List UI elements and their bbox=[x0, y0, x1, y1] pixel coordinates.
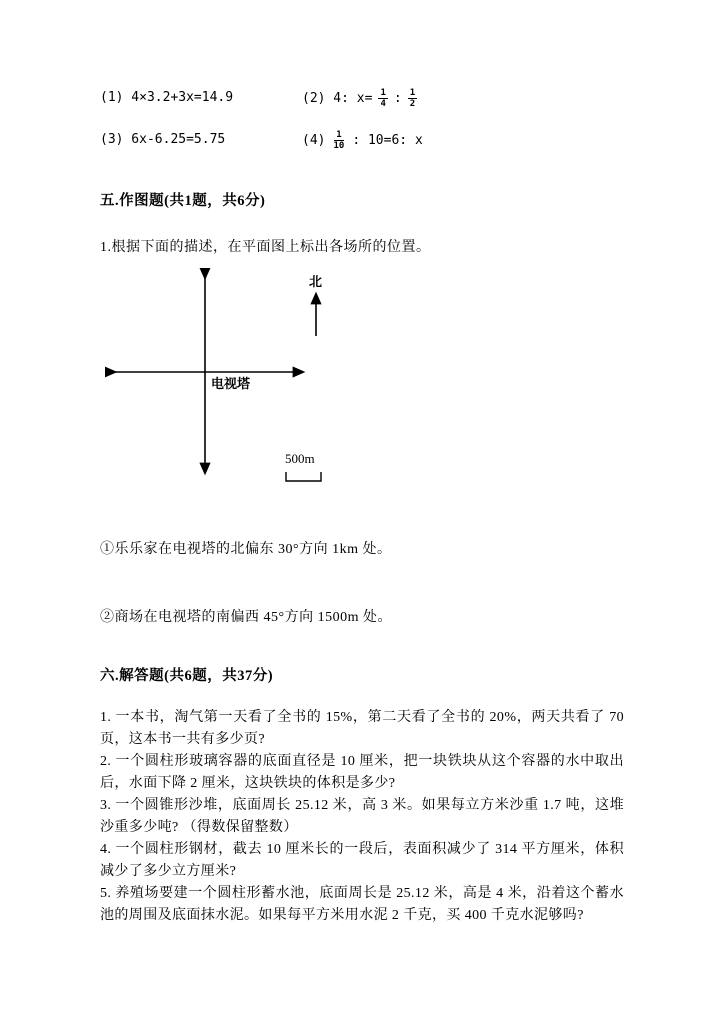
section5-note2: ②商场在电视塔的南偏西 45°方向 1500m 处。 bbox=[100, 610, 392, 626]
equation-3: (3) 6x-6.25=5.75 bbox=[100, 131, 226, 147]
equation-2 bbox=[302, 88, 624, 110]
fraction-one-half: $\frac{1}{2}$ bbox=[409, 88, 416, 110]
question-item-3: 3. 一个圆锥形沙堆，底面周长 25.12 米，高 3 米。如果每立方米沙重 1.7 吨，这堆沙重多少吨? （得数保留整数） bbox=[100, 798, 624, 836]
section6-questions bbox=[100, 707, 624, 927]
north-label: 北 bbox=[309, 274, 323, 290]
scale-label: 500m bbox=[285, 451, 315, 467]
question-item-1: 1. 一本书，淘气第一天看了全书的 15%，第二天看了全书的 20%，两天共看了 70 页，这本书一共有多少页? bbox=[100, 710, 624, 748]
equation-4-prefix: (4) bbox=[302, 132, 326, 148]
section5-note1: ①乐乐家在电视塔的北偏东 30°方向 1km 处。 bbox=[100, 542, 392, 558]
map-diagram-svg bbox=[105, 268, 365, 490]
equation-row-2 bbox=[100, 130, 624, 152]
equation-4 bbox=[302, 130, 624, 152]
section5-question1: 1.根据下面的描述，在平面图上标出各场所的位置。 bbox=[100, 240, 431, 256]
fraction-one-fourth: $\frac{1}{4}$ bbox=[380, 88, 386, 110]
fraction-one-tenth: $\frac{1}{10}$ bbox=[333, 129, 345, 152]
question-item-5: 5. 养殖场要建一个圆柱形蓄水池，底面周长是 25.12 米，高是 4 米，沿着这个蓄水池的周围及底面抹水泥。如果每平方米用水泥 2 千克，买 400 千克水泥够吗? bbox=[100, 886, 624, 924]
equation-1: (1) 4×3.2+3x=14.9 bbox=[100, 90, 234, 105]
section6-heading: 六.解答题(共6题，共37分) bbox=[100, 668, 274, 685]
equation-2-prefix: (2) 4: x= bbox=[302, 90, 373, 106]
tv-tower-label: 电视塔 bbox=[211, 376, 251, 392]
question-item-4: 4. 一个圆柱形钢材，截去 10 厘米长的一段后，表面积减少了 314 平方厘米，体积减少了多少立方厘米? bbox=[100, 842, 624, 880]
section5-heading: 五.作图题(共1题，共6分) bbox=[100, 193, 266, 210]
equation-row-1 bbox=[100, 88, 624, 110]
scale-bar bbox=[286, 472, 321, 481]
question-item-2: 2. 一个圆柱形玻璃容器的底面直径是 10 厘米，把一块铁块从这个容器的水中取出后，水面下降 2 厘米，这块铁块的体积是多少? bbox=[100, 754, 624, 792]
equation-2-colon: : bbox=[393, 90, 402, 106]
map-diagram bbox=[105, 268, 365, 490]
equation-4-suffix: : 10=6: x bbox=[352, 132, 423, 148]
